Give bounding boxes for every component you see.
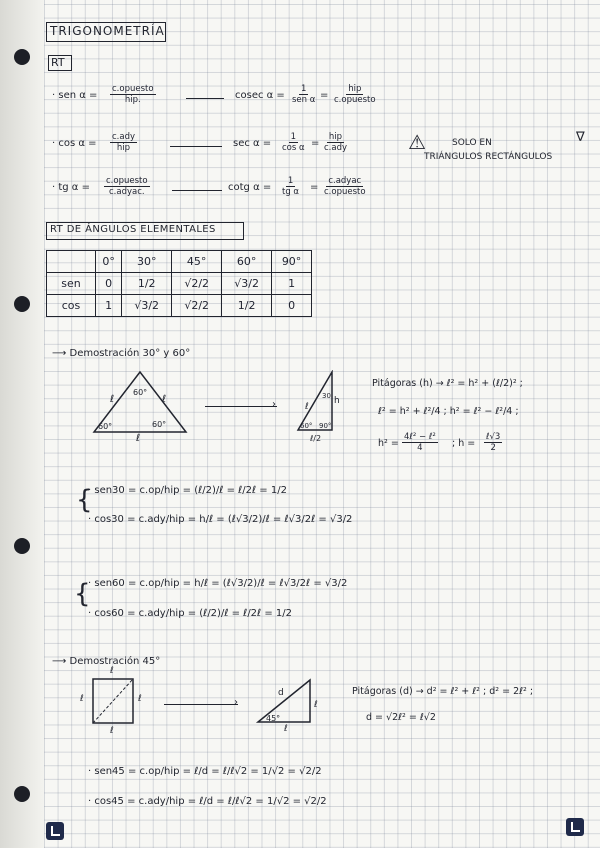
page-title: TRIGONOMETRÍA [50, 24, 165, 38]
arrow-line [172, 190, 222, 191]
ratio-den: c.adyac. [108, 187, 145, 197]
warning-icon: ⚠ [408, 130, 426, 154]
cos60-line: · cos60 = c.ady/hip = (ℓ/2)/ℓ = ℓ/2ℓ = 1/2 [88, 608, 293, 619]
ratio-den2: sen α [292, 95, 316, 105]
pythagoras-num2: ℓ√3 [486, 432, 501, 442]
table-cell: 1 [272, 273, 312, 295]
ratio-den3: c.opuesto [324, 187, 366, 197]
table-cell: 0 [96, 273, 122, 295]
ratio-num3: c.adyac [328, 176, 362, 186]
half-base: ℓ/2 [310, 434, 322, 443]
arrow-line [164, 704, 238, 705]
pythagoras-line3b: ; h = [452, 438, 476, 449]
rt-table [46, 250, 312, 317]
equals-sign: = [320, 90, 329, 101]
table-row [47, 273, 312, 295]
sen60-line: · sen60 = c.op/hip = h/ℓ = (ℓ√3/2)/ℓ = ℓ√3/2ℓ = √3/2 [88, 578, 348, 589]
ratio-lhs: · tg α = [52, 182, 90, 193]
table-cell: 1/2 [222, 295, 272, 317]
binder-hole [14, 538, 30, 554]
table-cell: 1/2 [122, 273, 172, 295]
tri-base: ℓ [136, 433, 141, 444]
pythagoras-den2: 2 [490, 443, 496, 453]
cos30-line: · cos30 = c.ady/hip = h/ℓ = (ℓ√3/2)/ℓ = ℓ√3/2ℓ = √3/2 [88, 514, 353, 525]
half-angle-top: 30 [322, 392, 331, 400]
tri45-angle: 45° [266, 714, 281, 723]
table-cell: 30° [122, 251, 172, 273]
table-cell: 90° [272, 251, 312, 273]
equals-sign: = [311, 138, 320, 149]
tri45-side-d: d [278, 688, 284, 698]
triangle-down-icon: ∇ [576, 130, 585, 145]
tri-angle-left: 60° [98, 422, 113, 431]
equals-sign: = [310, 182, 319, 193]
note-line2: TRIÁNGULOS RECTÁNGULOS [424, 152, 553, 162]
ratio-lhs2: cotg α = [228, 182, 272, 193]
table-cell: 45° [172, 251, 222, 273]
cos45-line: · cos45 = c.ady/hip = ℓ/d = ℓ/ℓ√2 = 1/√2 = √2/2 [88, 796, 327, 807]
page-margin [0, 0, 44, 848]
corner-mark-icon [46, 822, 64, 840]
ratio-num: c.opuesto [106, 176, 148, 186]
square-side-left: ℓ [80, 694, 84, 704]
ratio-num: c.opuesto [112, 84, 154, 94]
square-side-right: ℓ [138, 694, 142, 704]
pythagoras-line3a: h² = [378, 438, 399, 449]
ratio-den2: tg α [282, 187, 300, 197]
square-side-bottom: ℓ [110, 726, 114, 736]
tri45-side-l: ℓ [314, 700, 318, 710]
binder-hole [14, 786, 30, 802]
binder-hole [14, 296, 30, 312]
tri-side-left: ℓ [110, 394, 115, 405]
arrow-line [205, 406, 277, 407]
half-angle-base: 60° [300, 422, 313, 430]
brace-icon: { [76, 485, 93, 515]
pythagoras45-line2: d = √2ℓ² = ℓ√2 [366, 712, 436, 723]
table-cell: 0 [272, 295, 312, 317]
sen30-line: · sen30 = c.op/hip = (ℓ/2)/ℓ = ℓ/2ℓ = 1/2 [88, 485, 287, 496]
note-line1: SOLO EN [452, 138, 492, 148]
tri-angle-right: 60° [152, 420, 167, 429]
table-cell: √3/2 [122, 295, 172, 317]
arrow-right-icon: › [234, 697, 238, 708]
table-cell [47, 251, 96, 273]
demo2-heading: ⟶ Demostración 45° [52, 656, 161, 667]
ratio-lhs: · cos α = [52, 138, 97, 149]
table-title: RT DE ÁNGULOS ELEMENTALES [50, 224, 216, 235]
ratio-lhs2: cosec α = [235, 90, 285, 101]
table-cell: 0° [96, 251, 122, 273]
sen45-line: · sen45 = c.op/hip = ℓ/d = ℓ/ℓ√2 = 1/√2 = √2/2 [88, 766, 322, 777]
ratio-den: hip [116, 143, 131, 153]
ratio-num3: hip [328, 132, 343, 142]
right-triangle-figure [254, 676, 314, 726]
table-row [47, 295, 312, 317]
ratio-num2: 1 [287, 176, 294, 186]
tri-angle-top: 60° [133, 388, 148, 397]
half-side-h: h [334, 396, 340, 406]
binder-hole [14, 49, 30, 65]
pythagoras-line1: Pitágoras (h) → ℓ² = h² + (ℓ/2)² ; [372, 378, 523, 389]
ratio-den2: cos α [282, 143, 305, 153]
table-cell: √2/2 [172, 295, 222, 317]
ratio-den3: c.ady [324, 143, 348, 153]
arrow-line [170, 146, 222, 147]
square-side-top: ℓ [110, 666, 114, 676]
table-cell: cos [47, 295, 96, 317]
ratio-den: hip. [124, 95, 141, 105]
tri-side-right: ℓ [162, 394, 167, 405]
tri45-base: ℓ [284, 724, 288, 734]
table-cell: 60° [222, 251, 272, 273]
corner-mark-icon [566, 818, 584, 836]
half-side-l: ℓ [305, 402, 309, 412]
brace-icon: { [74, 579, 91, 609]
table-cell: sen [47, 273, 96, 295]
pythagoras-num: 4ℓ² − ℓ² [404, 432, 436, 442]
table-header-row [47, 251, 312, 273]
rt-label: RT [51, 56, 65, 69]
ratio-num: c.ady [112, 132, 136, 142]
table-cell: √3/2 [222, 273, 272, 295]
demo1-heading: ⟶ Demostración 30° y 60° [52, 348, 191, 359]
ratio-num3: hip [348, 84, 362, 94]
arrow-line [186, 98, 224, 99]
arrow-right-icon: › [272, 399, 276, 410]
ratio-lhs2: sec α = [233, 138, 272, 149]
table-cell: 1 [96, 295, 122, 317]
pythagoras45-line1: Pitágoras (d) → d² = ℓ² + ℓ² ; d² = 2ℓ² ; [352, 686, 534, 697]
table-cell: √2/2 [172, 273, 222, 295]
pythagoras-line2: ℓ² = h² + ℓ²/4 ; h² = ℓ² − ℓ²/4 ; [378, 406, 519, 417]
ratio-num2: 1 [290, 132, 297, 142]
ratio-num2: 1 [300, 84, 307, 94]
ratio-lhs: · sen α = [52, 90, 98, 101]
ratio-den3: c.opuesto [334, 95, 376, 105]
half-angle-right: 90° [319, 422, 332, 430]
square-figure [90, 676, 136, 726]
pythagoras-den: 4 [417, 443, 423, 453]
